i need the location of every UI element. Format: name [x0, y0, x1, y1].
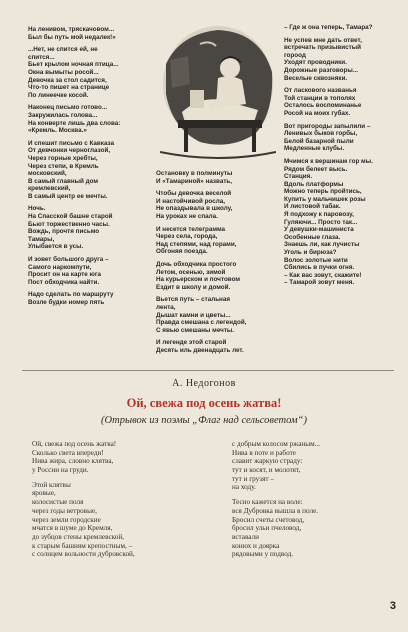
author-name: А. Недогонов — [172, 378, 236, 389]
poem-line: Медленные клубы. — [284, 145, 345, 153]
poem-line: По линеечке косой. — [28, 91, 89, 99]
poem-line: У девушки-машиниста — [284, 226, 354, 234]
poem-line: Ленивых быков горбы, — [284, 130, 358, 138]
verse-line: через земли городские — [32, 515, 101, 524]
poem-line: Купить у мальчишек розы — [284, 195, 366, 203]
poem-line: Окна вымыты росой... — [28, 68, 99, 76]
poem-line: Волос золотые нити — [284, 256, 348, 264]
poem-line: Закружилась голова... — [28, 111, 98, 119]
verse-line: тут и косят, и молотят, — [232, 466, 301, 475]
poem-line: – Как вас зовут, скажите! — [284, 271, 362, 279]
poem-line: Чтобы девочка веселой — [156, 190, 232, 198]
poem-line: – Тамарой зовут меня. — [284, 279, 355, 287]
poem-line: Десять иль двенадцать лет. — [156, 346, 244, 354]
poem-line: Дорожные разговоры... — [284, 66, 358, 74]
poem-line: лента, — [156, 303, 176, 311]
verse-line: колосистые поля — [32, 498, 84, 507]
poem-line: На конверте лишь два слова: — [28, 119, 121, 127]
verse-column-left — [32, 440, 212, 559]
verse-line: бросил ульи пчеловод, — [232, 524, 302, 533]
poem-line: гороод — [284, 51, 306, 59]
poem-line: Просит он на карте юга — [28, 271, 102, 279]
poem-line: кремлевский, — [28, 185, 71, 193]
poem-line: Правда смешана с легендой, — [156, 319, 247, 327]
poem-line: Самого наркомпути, — [28, 263, 92, 271]
poem-line: Бьют торжественно часы. — [28, 220, 110, 228]
verse-line: вся Дубровка вышла в поле. — [232, 506, 319, 515]
poem-line: Дочь обходчика простого — [156, 260, 237, 268]
poem-line: На Спасской башне старой — [28, 213, 113, 221]
verse-line: яровые, — [32, 489, 56, 498]
poem-line: С явью смешаны мечты. — [156, 326, 235, 334]
verse-line: у России на груди. — [32, 466, 89, 475]
page-number: 3 — [389, 600, 396, 612]
poem-line: Сбились в пучки огня. — [284, 264, 355, 272]
poem-line: Что-то пишет на странице — [28, 84, 110, 92]
verse-line: рядовыми у подвод. — [232, 550, 294, 559]
poem-line: Белой базарной пыли — [284, 137, 354, 145]
poem-line: Через горные хребты, — [28, 154, 98, 162]
poem-line: Станция. — [284, 173, 313, 181]
poem-column-2 — [156, 170, 280, 354]
poem-line: «Кремль. Москва.» — [28, 127, 87, 135]
poem-title: Ой, свежа под осень жатва! — [126, 396, 282, 410]
poem-line: Пост обходчика найти. — [28, 278, 100, 286]
poem-line: На курьерском и почтовом — [156, 276, 241, 284]
poem-line: И листовой табак. — [284, 203, 341, 211]
verse-line: к старым башням крепостным, – — [32, 541, 133, 550]
poem-line: Был бы путь мой недалек!» — [28, 33, 116, 41]
poem-line: Над степями, над горами, — [156, 240, 237, 248]
verse-line: вставали — [232, 532, 259, 541]
poem-line: Рядом белеет высь. — [284, 165, 348, 173]
poem-line: Вождь, прочтя письмо — [28, 228, 100, 236]
section-divider — [22, 370, 394, 371]
poem-line: И настойчивой росла, — [156, 197, 225, 205]
poem-line: московский, — [28, 170, 67, 178]
poem-line: И «Тамариной» назвать, — [156, 177, 233, 185]
poem-line: Наконец письмо готово... — [28, 104, 108, 112]
verse-line: Бросил счеты счетовод, — [232, 515, 305, 524]
verse-line: Этой клятвы — [32, 480, 71, 489]
poem-line: Остановку в полминуты — [156, 170, 233, 177]
poem-line: Девочка за стол садится, — [28, 76, 107, 84]
poem-line: И спешит письмо с Кавказа — [28, 139, 115, 147]
poem-line: На ленивом, тряскачовом... — [28, 26, 115, 33]
poem-line: Бьет крылом ночная птица... — [28, 61, 119, 69]
verse-line: славит жаркую страду: — [232, 457, 303, 466]
poem-line: Дышат камни и цветы... — [156, 311, 231, 319]
poem-line: ...Нет, не спится ей, не — [28, 46, 98, 54]
poem-line: Ездит в школу и домой. — [156, 283, 231, 291]
poem-line: Улыбается в усы. — [28, 243, 84, 251]
poem-line: – Где ж она теперь, Тамара? — [284, 24, 373, 31]
poem-line: В самый главный дом — [28, 177, 99, 185]
verse-line: с добрым колосом ржаным... — [232, 440, 321, 448]
poem-line: На уроках не спала. — [156, 212, 218, 220]
poem-line: Обгоняя поезда. — [156, 248, 208, 256]
poem-line: Уголь и бирюза? — [284, 249, 337, 257]
poem-line: Тамары, — [28, 235, 55, 243]
poem-line: От ласкового названья — [284, 87, 357, 95]
poem-line: И легенде этой старой — [156, 339, 227, 347]
poem-line: встречать призывистый — [284, 44, 361, 52]
girl-writing-letter-illustration — [160, 24, 276, 164]
poem-line: Гуляючи... Просто так... — [284, 218, 358, 226]
poem-line: Через степи, в Кремль — [28, 162, 99, 170]
verse-line: тут и грузят – — [232, 474, 274, 483]
poem-line: Веселые сквозняки. — [284, 74, 348, 82]
poem-line: Ночь. — [28, 205, 46, 213]
verse-line: конюх и доярка — [232, 541, 280, 550]
poem-line: Вот пригороды запылили – — [284, 122, 371, 130]
poem-line: Можно теперь пройтись, — [284, 188, 362, 196]
poem-line: Возле будки номер пять — [28, 299, 105, 306]
poem-line: В самый центр ее мечты. — [28, 192, 108, 200]
poem-line: спится... — [28, 53, 55, 61]
poem-line: Уходят проводники. — [284, 59, 347, 67]
poem-line: От девчонки черноглазой, — [28, 147, 111, 155]
verse-line: с солнцем вольности дубровской, — [32, 550, 135, 559]
verse-line: Тесно кажется на воле: — [232, 498, 303, 507]
verse-line: на ходу. — [232, 483, 256, 492]
poem-column-1 — [28, 26, 156, 307]
poem-line: Осталось воспоминанье — [284, 102, 362, 110]
poem-line: Особенные глаза. — [284, 233, 341, 241]
poem-line: Вдоль платформы — [284, 180, 344, 188]
poem-column-3 — [284, 24, 396, 287]
verse-line: Ой, свежа под осень жатва! — [32, 440, 117, 448]
poem-line: И несется телеграмма — [156, 225, 226, 233]
poem-line: Не успев мне дать ответ, — [284, 36, 362, 44]
poem-subtitle: (Отрывок из поэмы „Флаг над сельсоветом“) — [101, 415, 307, 426]
poem-line: Через села, города, — [156, 233, 218, 241]
verse-line: мчатся в шуме до Кремля, — [32, 524, 113, 533]
poem-line: Мчимся к вершинам гор мы. — [284, 157, 373, 165]
verse-line: до зубцов стены кремлевской, — [32, 532, 125, 541]
verse-line: Нива в поте и работе — [232, 448, 296, 457]
poem-line: Летом, осенью, зимой — [156, 268, 226, 276]
poem-line: И зовет большого друга – — [28, 256, 109, 264]
poem-line: Надо сделать по маршруту — [28, 291, 114, 299]
poem-line: Не опаздывала в школу, — [156, 205, 233, 213]
illustration-icon — [160, 24, 276, 164]
poem-line: Вьется путь – стальная — [156, 296, 231, 304]
verse-line: Нива жира, словно клятва, — [32, 457, 114, 466]
poem-line: Той станции в тополях — [284, 94, 356, 102]
poem-line: Я подхожу к паровозу, — [284, 211, 354, 219]
poem-line: Росой на моих губах. — [284, 109, 351, 117]
verse-column-right — [232, 440, 392, 559]
verse-line: через годы ветровые, — [32, 506, 97, 515]
verse-line: Сколько света впереди! — [32, 448, 104, 457]
poem-line: Знаешь ли, как лучисты — [284, 241, 360, 249]
